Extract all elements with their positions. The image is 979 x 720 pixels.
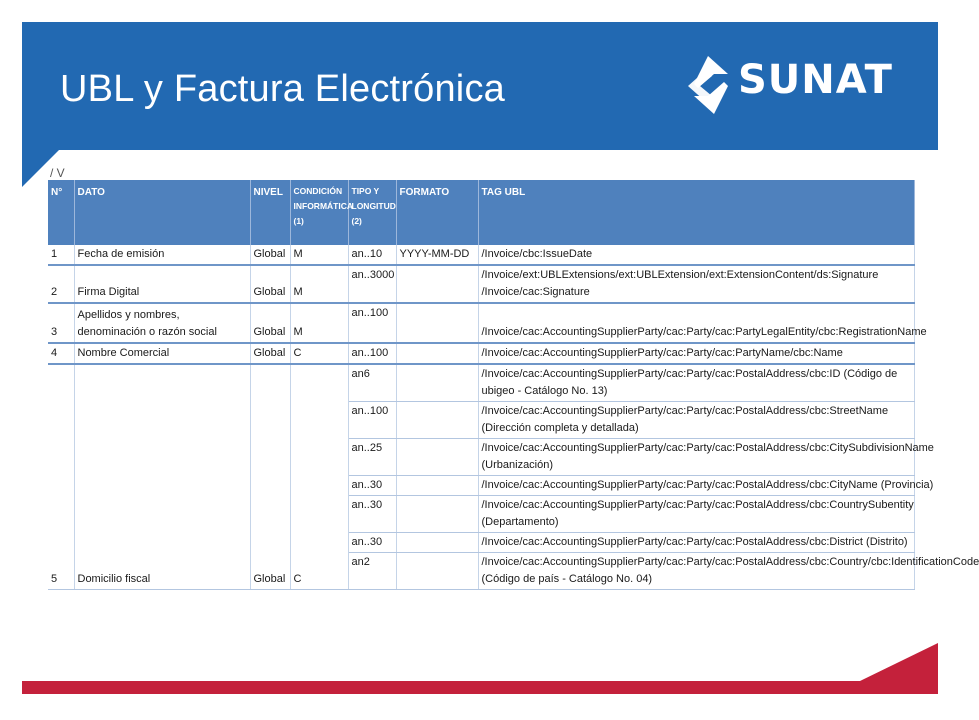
- cell-tipo: an..100: [348, 303, 396, 343]
- footer-red-triangle: [860, 643, 938, 681]
- cell-nivel: Global: [250, 303, 290, 343]
- cell-no: 2: [48, 265, 74, 303]
- sunat-logo: [684, 54, 916, 118]
- cell-tipo: an2: [348, 553, 396, 590]
- cell-tag: /Invoice/cac:AccountingSupplierParty/cac:Party/cac:PostalAddress/cbc:CityName (Provincia): [478, 476, 914, 496]
- cell-condicion: M: [290, 303, 348, 343]
- cell-tag: /Invoice/cac:AccountingSupplierParty/cac:Party/cac:PostalAddress/cbc:StreetName (Dirección completa y detallada): [478, 402, 914, 439]
- cell-nivel: Global: [250, 245, 290, 265]
- cell-tipo: an..100: [348, 402, 396, 439]
- cell-dato: Firma Digital: [74, 265, 250, 303]
- cell-dato: Nombre Comercial: [74, 343, 250, 364]
- cell-tipo: an..10: [348, 245, 396, 265]
- header-nivel: NIVEL: [250, 180, 290, 245]
- cell-nivel: Global: [250, 265, 290, 303]
- cell-tag: /Invoice/cac:AccountingSupplierParty/cac:Party/cac:PostalAddress/cbc:CountrySubentity (Departamento): [478, 496, 914, 533]
- cell-tag: /Invoice/cac:AccountingSupplierParty/cac:Party/cac:PostalAddress/cbc:ID (Código de ubigeo - Catálogo No. 13): [478, 364, 914, 402]
- cell-no: 1: [48, 245, 74, 265]
- cell-tipo: an..100: [348, 343, 396, 364]
- cell-condicion: M: [290, 245, 348, 265]
- cell-tag: /Invoice/cac:AccountingSupplierParty/cac:Party/cac:PartyName/cbc:Name: [478, 343, 914, 364]
- header-no: N°: [48, 180, 74, 245]
- cell-nivel: Global: [250, 364, 290, 590]
- cell-no: 4: [48, 343, 74, 364]
- cell-tag: /Invoice/ext:UBLExtensions/ext:UBLExtension/ext:ExtensionContent/ds:Signature /Invoice/cac:Signature: [478, 265, 914, 303]
- cell-tipo: an..30: [348, 533, 396, 553]
- footer-red-bar: [22, 681, 938, 694]
- cell-formato: [396, 303, 478, 343]
- cell-tipo: an..3000: [348, 265, 396, 303]
- cell-condicion: M: [290, 265, 348, 303]
- cell-tag: /Invoice/cac:AccountingSupplierParty/cac:Party/cac:PostalAddress/cbc:District (Distrito): [478, 533, 914, 553]
- cell-condicion: C: [290, 364, 348, 590]
- cell-tipo: an..30: [348, 476, 396, 496]
- cell-formato: [396, 439, 478, 476]
- cell-tipo: an6: [348, 364, 396, 402]
- cell-no: 3: [48, 303, 74, 343]
- header-formato: FORMATO: [396, 180, 478, 245]
- table-row: [48, 303, 914, 343]
- cell-condicion: C: [290, 343, 348, 364]
- header-dato: DATO: [74, 180, 250, 245]
- cell-formato: [396, 553, 478, 590]
- table-header-row: [48, 180, 914, 245]
- cell-dato: Domicilio fiscal: [74, 364, 250, 590]
- ubl-table-container: [48, 180, 979, 642]
- table-row: [48, 265, 914, 303]
- cell-tipo: an..30: [348, 496, 396, 533]
- cell-no: 5: [48, 364, 74, 590]
- cell-formato: [396, 476, 478, 496]
- header-condicion: CONDICIÓN INFORMÁTICA (1): [290, 180, 348, 245]
- header-tipo: TIPO Y LONGITUD (2): [348, 180, 396, 245]
- table-row: [48, 343, 914, 364]
- cell-tag: /Invoice/cac:AccountingSupplierParty/cac:Party/cac:PostalAddress/cbc:Country/cbc:IdentificationCode (Código de país - Catálogo No. 04): [478, 553, 914, 590]
- table-row: [48, 364, 914, 402]
- sunat-s-logo-icon: [684, 54, 738, 118]
- table-row: [48, 245, 914, 265]
- cell-formato: [396, 533, 478, 553]
- cell-tag: /Invoice/cac:AccountingSupplierParty/cac:Party/cac:PostalAddress/cbc:CitySubdivisionName (Urbanización): [478, 439, 914, 476]
- header-tag: TAG UBL: [478, 180, 914, 245]
- cell-formato: [396, 364, 478, 402]
- cell-formato: YYYY-MM-DD: [396, 245, 478, 265]
- cell-formato: [396, 343, 478, 364]
- stray-text: / V: [50, 166, 65, 180]
- cell-tag: /Invoice/cac:AccountingSupplierParty/cac:Party/cac:PartyLegalEntity/cbc:RegistrationName: [478, 303, 914, 343]
- cell-dato: Fecha de emisión: [74, 245, 250, 265]
- cell-tipo: an..25: [348, 439, 396, 476]
- ubl-fields-table: [48, 180, 979, 590]
- cell-formato: [396, 402, 478, 439]
- sunat-logo-text: SUNAT: [738, 57, 893, 103]
- cell-tag: /Invoice/cbc:IssueDate: [478, 245, 914, 265]
- cell-dato: Apellidos y nombres, denominación o razón social: [74, 303, 250, 343]
- cell-formato: [396, 265, 478, 303]
- slide-title: UBL y Factura Electrónica: [60, 68, 505, 110]
- cell-formato: [396, 496, 478, 533]
- cell-nivel: Global: [250, 343, 290, 364]
